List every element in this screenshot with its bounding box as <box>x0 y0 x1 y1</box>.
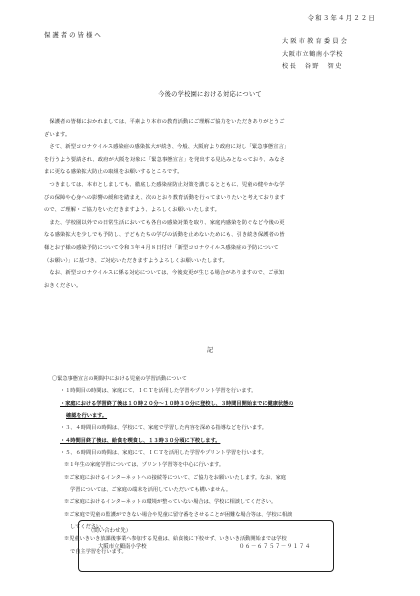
note: ※ご家庭におけるインターネットの環境が整っていない場合は、学校に相談してください。 <box>64 499 277 506</box>
emphasis-text: ・４時間目終了後は、給食を喫食し、１３時３０分頃に下校します。 <box>60 437 221 444</box>
body-line: つきましては、本市としましても、徹底した感染症防止対策を講じるとともに、児童の健やかな学 <box>44 181 285 188</box>
note: ※ご家庭におけるインターネットへの接続等について、ご協力をお願いいたします。なお、家庭 <box>64 474 286 481</box>
body-line: なお、新型コロナウイルスに係る対応については、今後変更が生じる場合がありますので、ご承知 <box>44 270 285 277</box>
body-line: びの保障や心身への影響の緩和を踏まえ、次のとおり教育活動を行ってまいりたいと考えております <box>44 194 285 201</box>
body-text <box>44 116 384 292</box>
list-item-emphasis <box>52 398 293 410</box>
body-line: まに更なる感染拡大防止の取組をお願いするところです。 <box>44 169 183 176</box>
note: で自主学習を行います。 <box>70 548 127 555</box>
body-line: （お願い）」に基づき、ご対応いただきますようよろしくお願いいたします。 <box>44 257 228 264</box>
note: ※１年生の家庭学習については、プリント学習等を中心に行います。 <box>64 462 225 469</box>
body-line: 様とお子様の感染予防について令和３年４月８日付け「新型コロナウイルス感染症の予防について <box>44 244 279 251</box>
body-line: おきください。 <box>44 282 82 289</box>
list-item-emphasis <box>52 410 293 422</box>
emphasis-text: 確認を行います。 <box>66 413 108 420</box>
recipient: 保護者の皆様へ <box>44 31 103 39</box>
list-item: ・５、６時間目の時間は、家庭にて、ＩＣＴを活用した学習やプリント学習を行います。 <box>60 450 267 457</box>
body-line: を行うよう要請され、政府が大阪を対象に「緊急事態宣言」を発出する見込みとなっており、みなさ <box>44 156 285 163</box>
list-item: ・１時間目の時間は、家庭にて、ＩＣＴを活用した学習やプリント学習を行います。 <box>60 388 257 395</box>
list-item-emphasis <box>52 435 293 447</box>
kisei-heading: 記 <box>206 347 214 354</box>
note: ※ご家庭で児童の監護ができない場合や児童に留守番をさせることが困難な場合等は、学校に相談 <box>64 511 293 518</box>
sender-principal: 校長 谷野 智史 <box>282 63 343 70</box>
emphasis-text: ・家庭における学習終了後は１０時２０分～１０時３０分に登校し、３時間目開始までに健康状態の <box>60 400 294 407</box>
body-line: また、学校園以外での日常生活においても各自の感染対策を取り、家庭内感染を防ぐなど今後の更 <box>44 219 285 226</box>
note: してください。 <box>70 524 107 531</box>
document-title: 今後の学校園における対応について <box>158 91 262 98</box>
note: ※児童いきいき放課後事業へ参加する児童は、給食後に下校せず、いきいき活動開始までは学校 <box>64 536 287 543</box>
document-date: 令和３年４月２２日 <box>307 14 376 22</box>
contact-phone: ０６－６７５７－９１７４ <box>239 544 311 550</box>
body-line: ので、ご理解・ご協力をいただきますよう、よろしくお願いいたします。 <box>44 207 220 214</box>
contact-school: 大阪市立鶴南小学校 <box>98 544 147 550</box>
body-line: なる感染拡大を少しでも予防し、子どもたちの学びの活動を止めないためにも、引き続き保護者の皆 <box>44 232 285 239</box>
list-heading: 〇緊急事態宣言の期間中における児童の学習活動について <box>52 376 187 382</box>
sender-organization: 大阪市教育委員会 <box>282 38 350 45</box>
contact-box <box>78 520 334 572</box>
note: 学習については、ご家庭の端末を活用していただいても構いません。 <box>70 487 232 494</box>
body-line: さて、新型コロナウイルス感染症の感染拡大が続き、今般、大阪府より政府に対し「緊急事態宣言」 <box>44 144 290 151</box>
list-item: ・３、４時間目の時間は、学校にて、家庭で学習した内容を深める指導などを行います。 <box>60 425 267 432</box>
sender-school: 大阪市立鶴南小学校 <box>282 51 344 58</box>
body-line: 保護者の皆様におかれましては、平素より本市の教育活動にご理解ご協力をいただきありがとうご <box>44 119 285 125</box>
body-line: ざいます。 <box>44 131 71 138</box>
contact-label: （問い合わせ先） <box>88 528 132 534</box>
